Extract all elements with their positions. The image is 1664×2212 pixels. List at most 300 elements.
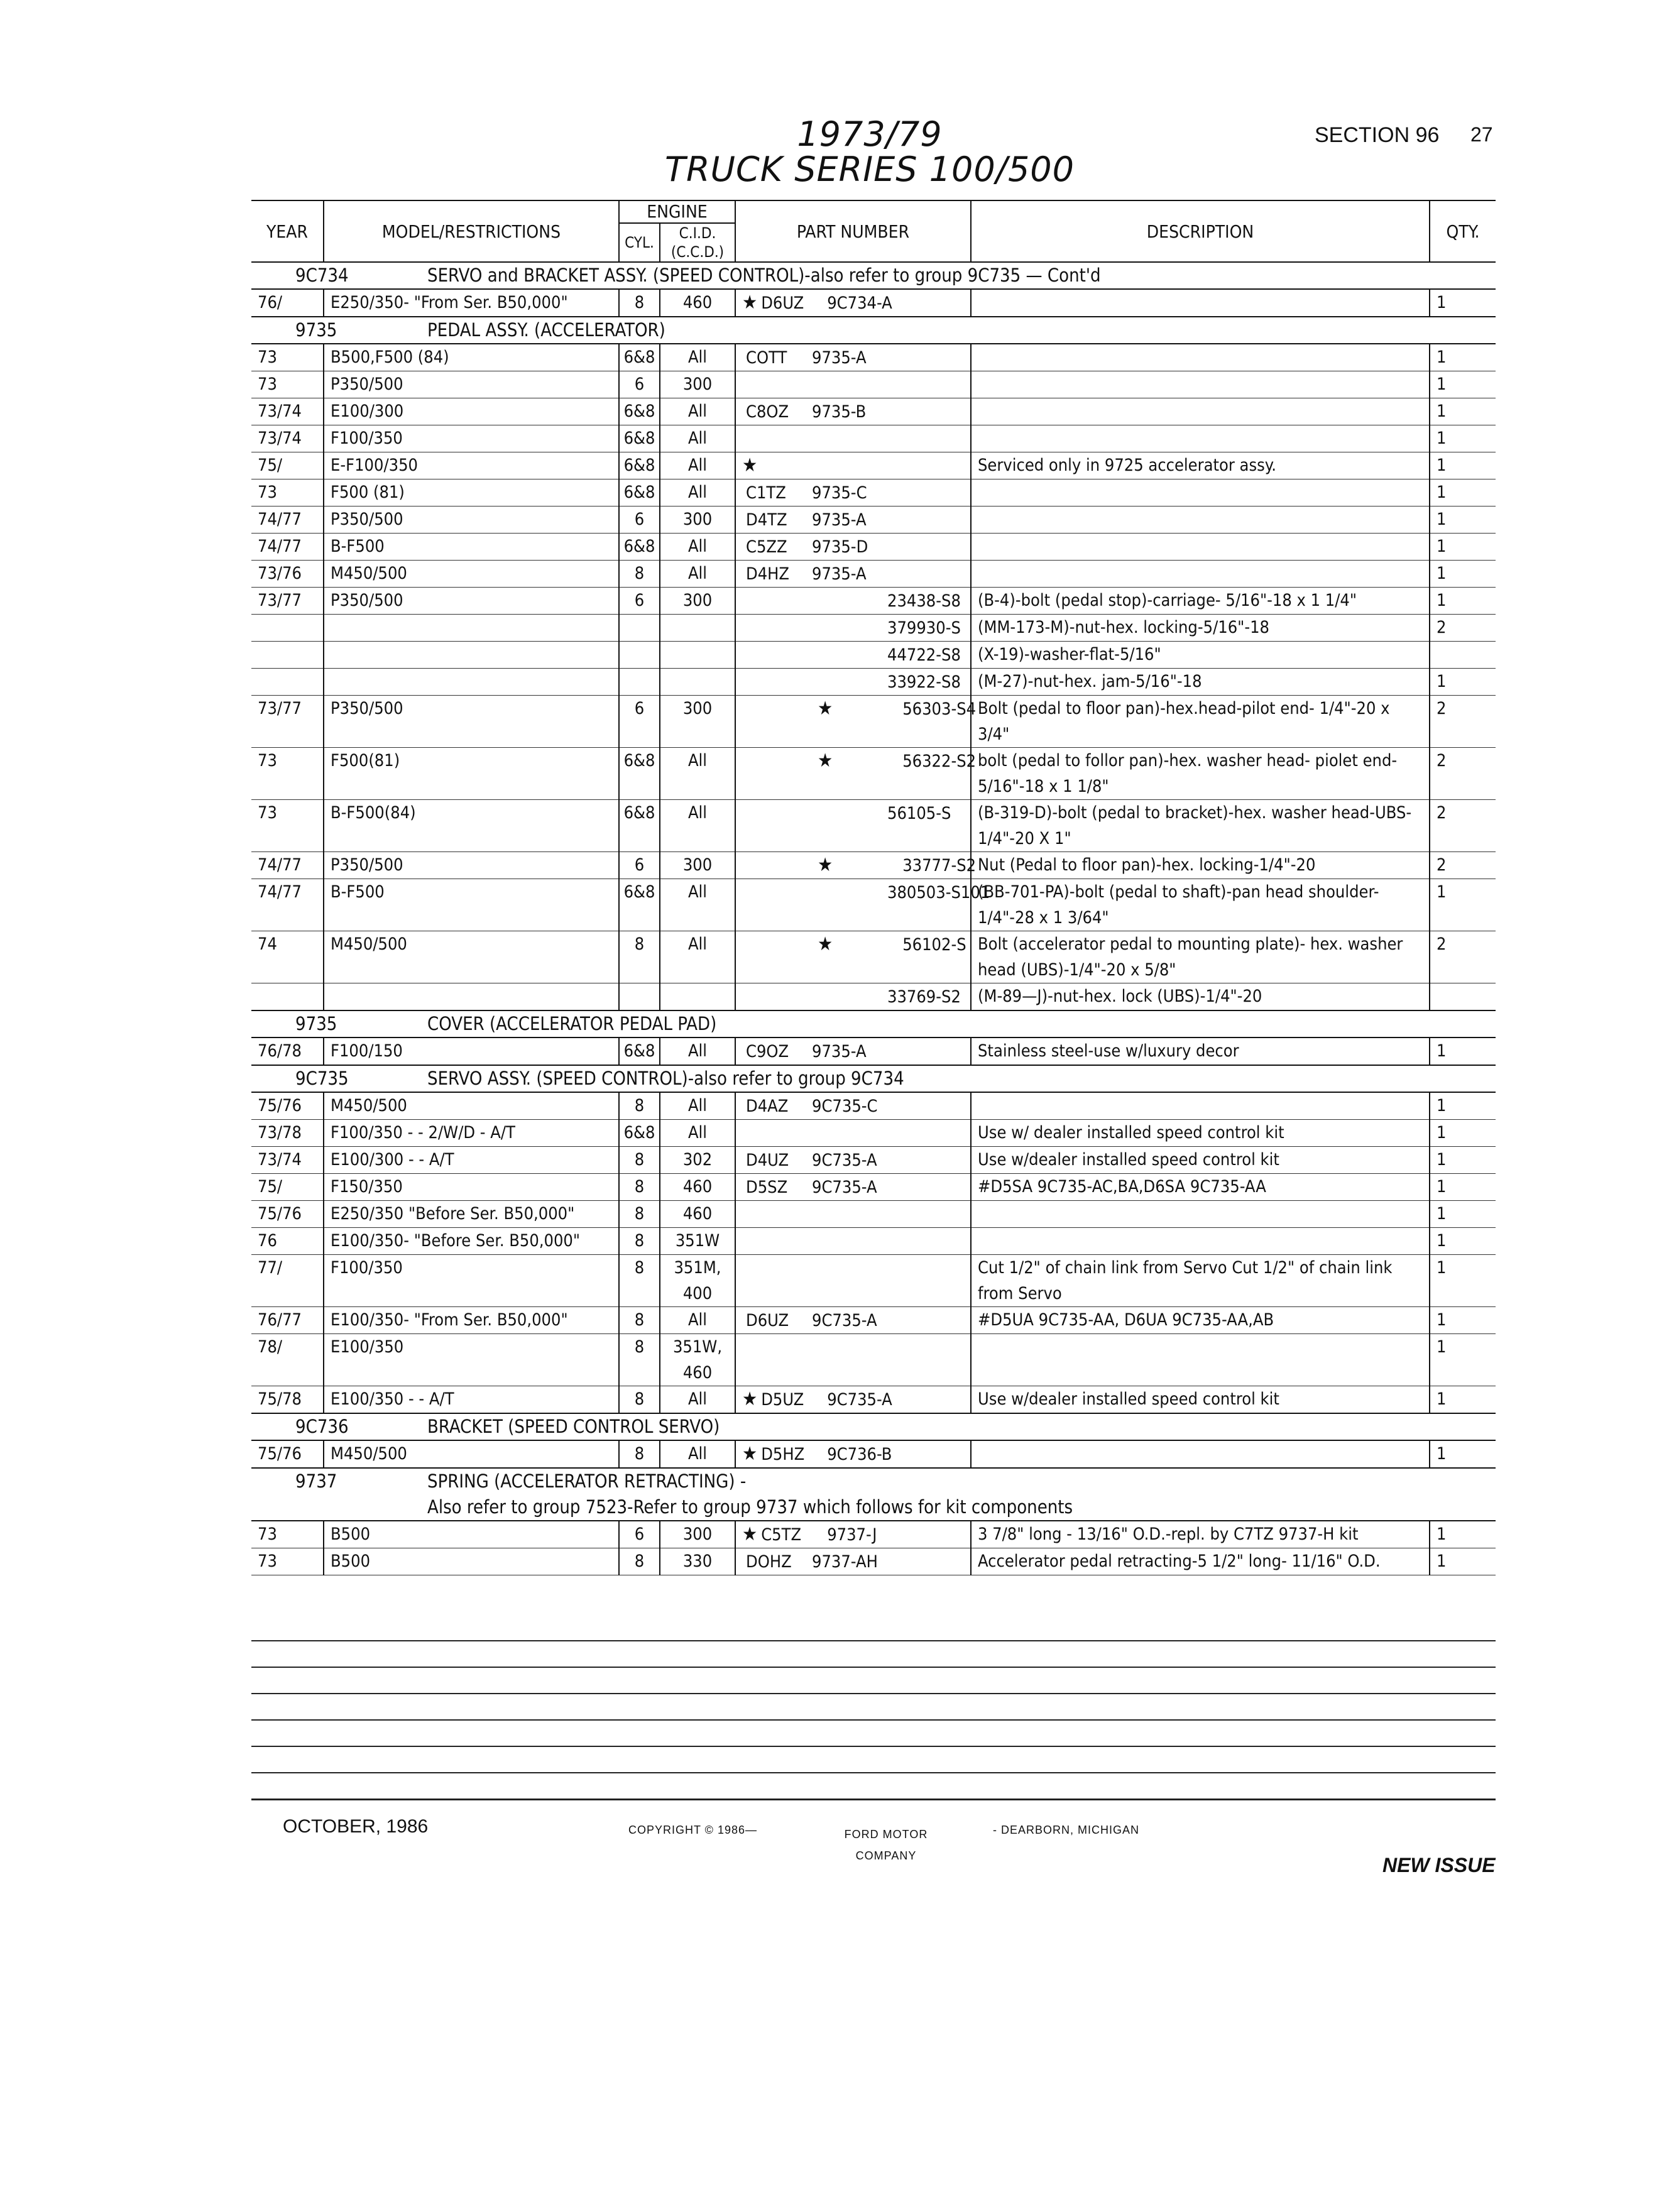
year-cell: 74/77 xyxy=(251,534,324,561)
star-icon: ★ xyxy=(818,750,833,772)
part-number-cell xyxy=(735,1120,971,1147)
star-icon: ★ xyxy=(818,933,833,955)
model-cell: F500 (81) xyxy=(324,479,619,506)
table-row xyxy=(251,696,1496,748)
page-number: 27 xyxy=(1470,123,1493,146)
year-cell: 73/77 xyxy=(251,588,324,615)
part-number-cell xyxy=(735,1386,971,1414)
part-base: 56102-S xyxy=(902,935,966,955)
group-code: 9735 xyxy=(295,1013,337,1034)
year-cell: 73/77 xyxy=(251,696,324,748)
table-row xyxy=(251,561,1496,588)
year-cell: 73/74 xyxy=(251,398,324,425)
description-cell: Cut 1/2" of chain link from Servo Cut 1/2" of chain link from Servo xyxy=(971,1255,1430,1307)
part-prefix: C9OZ xyxy=(746,1042,789,1061)
model-cell: E100/300 xyxy=(324,398,619,425)
cyl-cell: 8 xyxy=(619,1440,660,1468)
year-cell: 75/76 xyxy=(251,1440,324,1468)
description-cell: Stainless steel-use w/luxury decor xyxy=(971,1038,1430,1065)
model-cell: E250/350 "Before Ser. B50,000" xyxy=(324,1201,619,1228)
group-title: COVER (ACCELERATOR PEDAL PAD) xyxy=(427,1013,717,1034)
cid-cell: All xyxy=(660,561,735,588)
model-cell: F500(81) xyxy=(324,748,619,800)
cyl-cell: 8 xyxy=(619,1147,660,1174)
model-cell: B500 xyxy=(324,1521,619,1548)
model-cell: B-F500 xyxy=(324,534,619,561)
model-cell: P350/500 xyxy=(324,506,619,534)
model-cell: E100/300 - - A/T xyxy=(324,1147,619,1174)
part-prefix: D6UZ xyxy=(746,1311,789,1330)
description-cell: Nut (Pedal to floor pan)-hex. locking-1/4"-20 xyxy=(971,852,1430,879)
group-title: SPRING (ACCELERATOR RETRACTING) - xyxy=(427,1470,747,1492)
description-cell xyxy=(971,371,1430,398)
model-cell: F100/350 xyxy=(324,1255,619,1307)
table-row xyxy=(251,1548,1496,1575)
blank-line xyxy=(251,1693,1496,1694)
cyl-cell: 6&8 xyxy=(619,1038,660,1065)
part-base: 9C735-A xyxy=(827,1390,892,1410)
part-base: 9C735-C xyxy=(812,1097,878,1116)
part-number-cell xyxy=(735,561,971,588)
cyl-cell: 6 xyxy=(619,588,660,615)
blank-line xyxy=(251,1772,1496,1773)
cid-cell xyxy=(660,615,735,642)
qty-cell: 1 xyxy=(1430,506,1496,534)
part-number-cell xyxy=(735,983,971,1011)
qty-cell: 1 xyxy=(1430,669,1496,696)
cyl-cell: 6 xyxy=(619,852,660,879)
qty-cell: 1 xyxy=(1430,1548,1496,1575)
cid-cell: 300 xyxy=(660,852,735,879)
year-cell: 73/76 xyxy=(251,561,324,588)
cid-cell: All xyxy=(660,1307,735,1334)
part-base: 9C735-A xyxy=(812,1311,877,1330)
model-cell: E100/350 - - A/T xyxy=(324,1386,619,1414)
part-number-cell xyxy=(735,398,971,425)
year-cell: 76/78 xyxy=(251,1038,324,1065)
part-prefix: COTT xyxy=(746,348,787,368)
cid-cell: 300 xyxy=(660,506,735,534)
part-base: 9735-A xyxy=(812,510,867,530)
qty-cell: 1 xyxy=(1430,1440,1496,1468)
model-cell: B-F500(84) xyxy=(324,800,619,852)
description-cell xyxy=(971,1440,1430,1468)
section-label: SECTION 96 xyxy=(1315,123,1440,147)
cid-cell: All xyxy=(660,1092,735,1120)
part-number-cell xyxy=(735,452,971,479)
footer-city: - DEARBORN, MICHIGAN xyxy=(993,1824,1140,1836)
part-number-cell xyxy=(735,852,977,879)
cyl-cell: 6 xyxy=(619,371,660,398)
description-cell: 3 7/8" long - 13/16" O.D.-repl. by C7TZ 9737-H kit xyxy=(971,1521,1430,1548)
cyl-cell xyxy=(619,642,660,669)
table-row xyxy=(251,371,1496,398)
part-base: 380503-S101 xyxy=(887,883,990,902)
group-subtitle: Also refer to group 7523-Refer to group 9737 which follows for kit components xyxy=(427,1496,1073,1518)
model-cell: B-F500 xyxy=(324,879,619,931)
part-number-cell xyxy=(735,371,971,398)
part-number-cell xyxy=(735,344,971,371)
cid-cell: All xyxy=(660,534,735,561)
footer-date: OCTOBER, 1986 xyxy=(283,1816,429,1837)
year-cell: 74/77 xyxy=(251,879,324,931)
qty-cell: 1 xyxy=(1430,1038,1496,1065)
cyl-cell: 8 xyxy=(619,931,660,983)
qty-cell: 1 xyxy=(1430,561,1496,588)
cyl-cell: 6 xyxy=(619,1521,660,1548)
part-number-cell xyxy=(735,506,971,534)
qty-cell: 1 xyxy=(1430,879,1496,931)
qty-cell: 1 xyxy=(1430,1521,1496,1548)
description-cell xyxy=(971,506,1430,534)
description-cell: #D5SA 9C735-AC,BA,D6SA 9C735-AA xyxy=(971,1174,1430,1201)
table-row xyxy=(251,852,1496,879)
cid-cell: 351W xyxy=(660,1228,735,1255)
model-cell: P350/500 xyxy=(324,696,619,748)
blank-line xyxy=(251,1667,1496,1668)
year-cell: 73 xyxy=(251,479,324,506)
part-number-cell xyxy=(735,1228,971,1255)
model-cell: E100/350- "From Ser. B50,000" xyxy=(324,1307,619,1334)
part-base: 9737-J xyxy=(827,1525,877,1545)
cid-cell: All xyxy=(660,398,735,425)
group-cell xyxy=(251,1010,1496,1038)
part-number-cell xyxy=(735,1440,971,1468)
qty-cell: 2 xyxy=(1430,615,1496,642)
part-prefix: C5TZ xyxy=(761,1525,802,1545)
table-row xyxy=(251,642,1496,669)
qty-cell: 1 xyxy=(1430,452,1496,479)
year-cell: 73/74 xyxy=(251,425,324,452)
cid-cell: 300 xyxy=(660,696,735,748)
description-cell: Use w/dealer installed speed control kit xyxy=(971,1147,1430,1174)
part-base: 9735-A xyxy=(812,564,867,584)
col-description: DESCRIPTION xyxy=(971,200,1430,262)
model-cell: B500 xyxy=(324,1548,619,1575)
part-number-cell xyxy=(735,669,971,696)
cid-cell: 330 xyxy=(660,1548,735,1575)
cyl-cell: 6&8 xyxy=(619,479,660,506)
year-cell: 73/74 xyxy=(251,1147,324,1174)
cid-cell: All xyxy=(660,931,735,983)
table-row xyxy=(251,983,1496,1011)
part-number-cell xyxy=(735,425,971,452)
blank-line xyxy=(251,1640,1496,1641)
cyl-cell: 6&8 xyxy=(619,748,660,800)
star-icon: ★ xyxy=(742,454,758,476)
part-number-cell xyxy=(735,479,971,506)
cyl-cell: 8 xyxy=(619,1334,660,1386)
year-cell xyxy=(251,983,324,1011)
cid-cell: All xyxy=(660,1038,735,1065)
cid-cell: All xyxy=(660,1440,735,1468)
qty-cell: 1 xyxy=(1430,1147,1496,1174)
cyl-cell: 6&8 xyxy=(619,800,660,852)
part-number-cell xyxy=(735,1201,971,1228)
col-model: MODEL/RESTRICTIONS xyxy=(324,200,619,262)
part-base: 9735-C xyxy=(812,483,867,503)
model-cell: M450/500 xyxy=(324,1440,619,1468)
group-header xyxy=(251,1468,1496,1521)
year-cell xyxy=(251,615,324,642)
description-cell: Serviced only in 9725 accelerator assy. xyxy=(971,452,1430,479)
year-cell: 74/77 xyxy=(251,506,324,534)
table-row xyxy=(251,452,1496,479)
cyl-cell: 6&8 xyxy=(619,879,660,931)
qty-cell: 1 xyxy=(1430,1307,1496,1334)
model-cell: P350/500 xyxy=(324,588,619,615)
cid-cell: All xyxy=(660,425,735,452)
part-base: 9735-D xyxy=(812,537,868,557)
table-row xyxy=(251,398,1496,425)
year-cell: 74/77 xyxy=(251,852,324,879)
qty-cell: 2 xyxy=(1430,852,1496,879)
part-base: 9C735-A xyxy=(812,1178,877,1197)
table-row xyxy=(251,1120,1496,1147)
year-cell xyxy=(251,669,324,696)
qty-cell: 1 xyxy=(1430,1255,1496,1307)
description-cell: (X-19)-washer-flat-5/16" xyxy=(971,642,1430,669)
model-cell: F150/350 xyxy=(324,1174,619,1201)
cid-cell: 460 xyxy=(660,1201,735,1228)
description-cell: (M-27)-nut-hex. jam-5/16"-18 xyxy=(971,669,1430,696)
table-row xyxy=(251,1386,1496,1414)
group-code: 9737 xyxy=(295,1470,337,1492)
cid-cell: 300 xyxy=(660,588,735,615)
part-base: 9735-A xyxy=(812,1042,867,1061)
table-row xyxy=(251,534,1496,561)
part-prefix: D5HZ xyxy=(761,1445,805,1464)
table-row xyxy=(251,1440,1496,1468)
part-number-cell xyxy=(735,748,977,800)
star-icon: ★ xyxy=(742,1443,758,1465)
table-row xyxy=(251,1092,1496,1120)
part-base: 23438-S8 xyxy=(887,591,961,611)
year-cell: 75/76 xyxy=(251,1201,324,1228)
star-icon: ★ xyxy=(742,292,758,314)
col-qty: QTY. xyxy=(1430,200,1496,262)
group-code: 9C735 xyxy=(295,1068,349,1089)
description-cell: (B-319-D)-bolt (pedal to bracket)-hex. washer head-UBS-1/4"-20 X 1" xyxy=(971,800,1430,852)
model-cell: M450/500 xyxy=(324,1092,619,1120)
model-cell xyxy=(324,615,619,642)
qty-cell: 1 xyxy=(1430,1386,1496,1414)
description-cell xyxy=(971,344,1430,371)
year-cell: 78/ xyxy=(251,1334,324,1386)
description-cell: Bolt (accelerator pedal to mounting plate)- hex. washer head (UBS)-1/4"-20 x 5/8" xyxy=(971,931,1430,983)
cyl-cell xyxy=(619,983,660,1011)
qty-cell: 2 xyxy=(1430,696,1496,748)
year-cell: 76/77 xyxy=(251,1307,324,1334)
star-icon: ★ xyxy=(818,698,833,720)
cyl-cell: 8 xyxy=(619,1255,660,1307)
table-row xyxy=(251,615,1496,642)
cyl-cell: 6&8 xyxy=(619,534,660,561)
year-cell: 73 xyxy=(251,1548,324,1575)
cid-cell: All xyxy=(660,1120,735,1147)
cyl-cell xyxy=(619,615,660,642)
part-base: 9735-B xyxy=(812,402,867,422)
qty-cell: 1 xyxy=(1430,534,1496,561)
group-cell xyxy=(251,317,1496,344)
table-row xyxy=(251,588,1496,615)
part-number-cell xyxy=(735,1092,971,1120)
group-title: SERVO ASSY. (SPEED CONTROL)-also refer to group 9C734 xyxy=(427,1068,904,1089)
part-number-cell xyxy=(735,642,971,669)
table-row xyxy=(251,289,1496,317)
part-number-cell xyxy=(735,1548,971,1575)
description-cell: (BB-701-PA)-bolt (pedal to shaft)-pan head shoulder-1/4"-28 x 1 3/64" xyxy=(971,879,1430,931)
description-cell: Use w/dealer installed speed control kit xyxy=(971,1386,1430,1414)
model-cell: F100/350 xyxy=(324,425,619,452)
qty-cell: 1 xyxy=(1430,425,1496,452)
star-icon: ★ xyxy=(742,1388,758,1410)
cid-cell: All xyxy=(660,879,735,931)
part-number-cell xyxy=(735,696,977,748)
cyl-cell: 6&8 xyxy=(619,344,660,371)
part-prefix: D4HZ xyxy=(746,564,790,584)
qty-cell: 1 xyxy=(1430,1334,1496,1386)
cid-cell: 302 xyxy=(660,1147,735,1174)
year-cell: 76/ xyxy=(251,289,324,317)
part-number-cell xyxy=(735,534,971,561)
parts-table xyxy=(251,200,1496,1575)
qty-cell: 1 xyxy=(1430,371,1496,398)
page-title-years: 1973/79 xyxy=(797,114,943,154)
part-prefix: C8OZ xyxy=(746,402,789,422)
part-number-cell xyxy=(735,879,990,931)
cyl-cell: 6 xyxy=(619,696,660,748)
description-cell: (B-4)-bolt (pedal stop)-carriage- 5/16"-18 x 1 1/4" xyxy=(971,588,1430,615)
table-row xyxy=(251,1255,1496,1307)
description-cell xyxy=(971,425,1430,452)
part-prefix: C5ZZ xyxy=(746,537,787,557)
year-cell: 76 xyxy=(251,1228,324,1255)
issue-label: NEW ISSUE xyxy=(1382,1854,1496,1876)
cid-cell: All xyxy=(660,1386,735,1414)
description-cell xyxy=(971,289,1430,317)
footer-company: FORD MOTOR COMPANY xyxy=(844,1828,928,1862)
blank-line xyxy=(251,1719,1496,1721)
part-base: 9C734-A xyxy=(827,293,892,313)
table-row xyxy=(251,931,1496,983)
cyl-cell: 8 xyxy=(619,1092,660,1120)
cid-cell: All xyxy=(660,748,735,800)
model-cell: P350/500 xyxy=(324,371,619,398)
model-cell: F100/150 xyxy=(324,1038,619,1065)
part-base: 9737-AH xyxy=(812,1552,878,1572)
part-prefix: C1TZ xyxy=(746,483,786,503)
qty-cell: 1 xyxy=(1430,1092,1496,1120)
part-number-cell xyxy=(735,1174,971,1201)
parts-table-body xyxy=(251,262,1496,1575)
description-cell: Accelerator pedal retracting-5 1/2" long- 11/16" O.D. xyxy=(971,1548,1430,1575)
cyl-cell: 6&8 xyxy=(619,398,660,425)
col-cyl: CYL. xyxy=(619,223,660,262)
cyl-cell: 6&8 xyxy=(619,425,660,452)
table-row xyxy=(251,1201,1496,1228)
cyl-cell: 8 xyxy=(619,1307,660,1334)
part-number-cell xyxy=(735,1334,971,1386)
year-cell xyxy=(251,642,324,669)
year-cell: 75/78 xyxy=(251,1386,324,1414)
blank-line xyxy=(251,1746,1496,1747)
footer-copyright: COPYRIGHT © 1986— xyxy=(628,1824,757,1836)
cyl-cell xyxy=(619,669,660,696)
qty-cell: 1 xyxy=(1430,479,1496,506)
part-base: 56303-S4 xyxy=(902,699,977,719)
group-cell xyxy=(251,1468,1496,1521)
cyl-cell: 6&8 xyxy=(619,1120,660,1147)
cyl-cell: 6 xyxy=(619,506,660,534)
model-cell xyxy=(324,669,619,696)
description-cell xyxy=(971,561,1430,588)
qty-cell xyxy=(1430,983,1496,1011)
table-row xyxy=(251,800,1496,852)
model-cell xyxy=(324,983,619,1011)
table-row xyxy=(251,1228,1496,1255)
model-cell xyxy=(324,642,619,669)
table-row xyxy=(251,1521,1496,1548)
cid-cell: 460 xyxy=(660,289,735,317)
star-icon: ★ xyxy=(742,1523,758,1545)
qty-cell: 1 xyxy=(1430,289,1496,317)
year-cell: 74 xyxy=(251,931,324,983)
part-base: 9735-A xyxy=(812,348,867,368)
model-cell: E100/350 xyxy=(324,1334,619,1386)
part-base: 56322-S2 xyxy=(902,752,977,771)
cid-cell xyxy=(660,642,735,669)
qty-cell: 1 xyxy=(1430,1201,1496,1228)
table-row xyxy=(251,669,1496,696)
page-title-series: TRUCK SERIES 100/500 xyxy=(664,150,1075,189)
cid-cell: 351W, 460 xyxy=(660,1334,735,1386)
table-row xyxy=(251,506,1496,534)
cyl-cell: 6&8 xyxy=(619,452,660,479)
table-row xyxy=(251,1307,1496,1334)
part-number-cell xyxy=(735,588,971,615)
part-base: 9C735-A xyxy=(812,1151,877,1170)
part-number-cell xyxy=(735,1147,971,1174)
description-cell: Use w/ dealer installed speed control kit xyxy=(971,1120,1430,1147)
model-cell: F100/350 - - 2/W/D - A/T xyxy=(324,1120,619,1147)
table-row xyxy=(251,748,1496,800)
cyl-cell: 8 xyxy=(619,289,660,317)
model-cell: E-F100/350 xyxy=(324,452,619,479)
qty-cell: 2 xyxy=(1430,931,1496,983)
group-cell xyxy=(251,1413,1496,1440)
cid-cell: 460 xyxy=(660,1174,735,1201)
year-cell: 73 xyxy=(251,371,324,398)
part-base: 379930-S xyxy=(887,618,961,638)
description-cell xyxy=(971,1201,1430,1228)
group-code: 9C736 xyxy=(295,1416,349,1437)
year-cell: 73 xyxy=(251,800,324,852)
cid-cell: 300 xyxy=(660,1521,735,1548)
part-prefix: D5UZ xyxy=(761,1390,804,1410)
part-number-cell xyxy=(735,1521,971,1548)
col-year: YEAR xyxy=(251,200,324,262)
description-cell xyxy=(971,1228,1430,1255)
group-header xyxy=(251,317,1496,344)
year-cell: 75/ xyxy=(251,1174,324,1201)
model-cell: M450/500 xyxy=(324,561,619,588)
part-prefix: D4TZ xyxy=(746,510,787,530)
cid-cell: All xyxy=(660,452,735,479)
group-title: PEDAL ASSY. (ACCELERATOR) xyxy=(427,319,665,341)
part-base: 56105-S xyxy=(887,804,951,823)
description-cell: #D5UA 9C735-AA, D6UA 9C735-AA,AB xyxy=(971,1307,1430,1334)
